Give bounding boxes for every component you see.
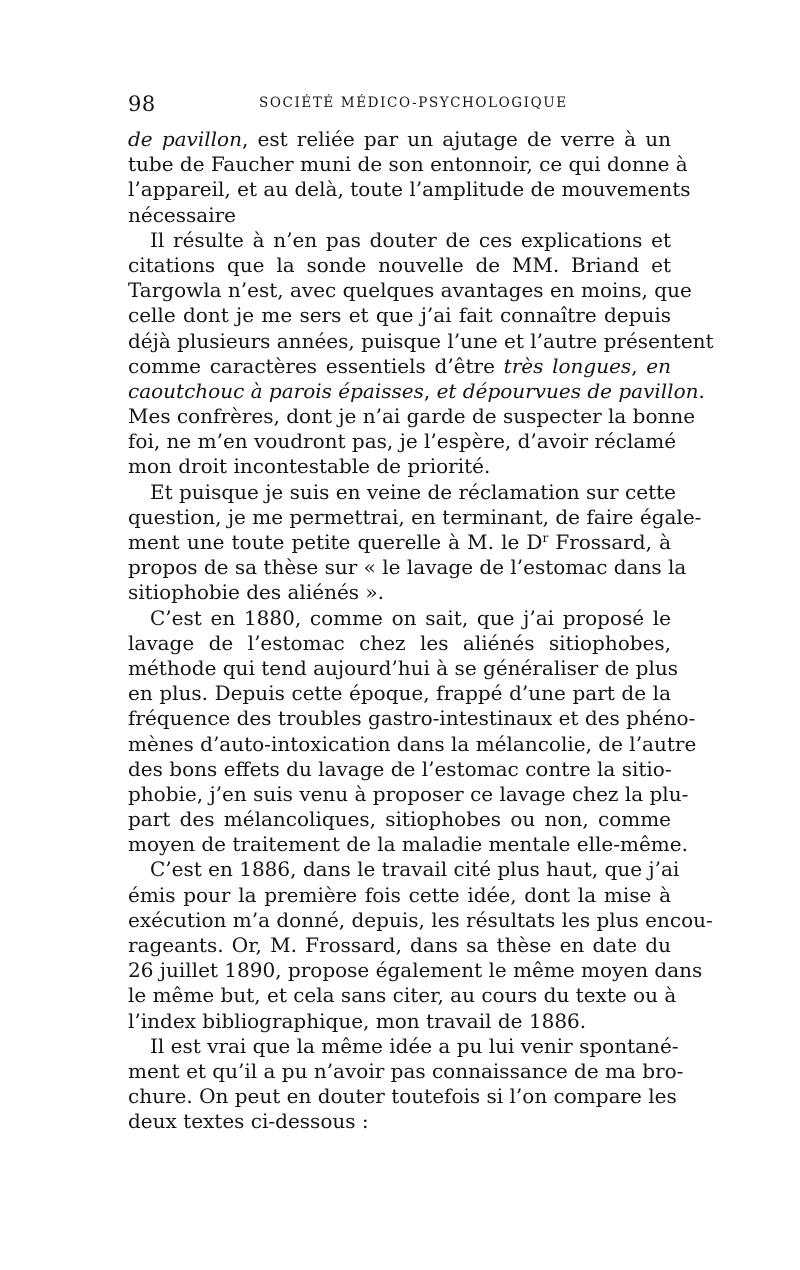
text-line: Mes confrères, dont je n’ai garde de suspecter la bonne — [128, 404, 696, 429]
text-span: comme caractères essentiels d’être — [128, 353, 504, 378]
running-title: SOCIÉTÉ MÉDICO-PSYCHOLOGIQUE — [259, 95, 568, 111]
text-line: émis pour la première fois cette idée, dont la mise à — [128, 882, 671, 907]
text-line: question, je me permettrai, en terminant, de faire égale- — [128, 504, 702, 529]
italic-text: en — [646, 353, 671, 378]
text-line: mon droit incontestable de priorité. — [128, 454, 491, 479]
text-line — [128, 354, 671, 379]
superscript: r — [542, 531, 549, 545]
text-line: lavage de l’estomac chez les aliénés sitiophobes, — [128, 630, 671, 655]
body-text — [128, 127, 714, 1135]
text-line — [128, 127, 671, 152]
text-line: l’appareil, et au delà, toute l’amplitude de mouvements — [128, 177, 691, 202]
text-line: en plus. Depuis cette époque, frappé d’une part de la — [128, 681, 671, 706]
text-line: exécution m’a donné, depuis, les résultats les plus encou- — [128, 907, 713, 932]
text-line — [128, 378, 705, 404]
text-span: , — [631, 353, 647, 378]
text-line: citations que la sonde nouvelle de MM. Briand et — [128, 252, 671, 277]
text-span: ment une toute petite querelle à M. le D — [128, 530, 543, 554]
text-line: deux textes ci-dessous : — [128, 1109, 369, 1134]
text-line: part des mélancoliques, sitiophobes ou non, comme — [128, 807, 671, 832]
text-line: moyen de traitement de la maladie mentale elle-même. — [128, 832, 688, 857]
text-line: nécessaire — [128, 202, 236, 227]
page-number: 98 — [128, 92, 156, 116]
text-line: 26 juillet 1890, propose également le même moyen dans — [128, 958, 703, 983]
text-line: celle dont je me sers et que j’ai fait connaître depuis — [128, 303, 671, 328]
italic-text: très longues — [503, 353, 632, 378]
text-line: propos de sa thèse sur « le lavage de l’estomac dans la — [128, 555, 687, 580]
paragraph-start-line: Il est vrai que la même idée a pu lui venir spontané- — [150, 1033, 679, 1058]
text-line — [128, 530, 671, 555]
paragraph-start-line: C’est en 1886, dans le travail cité plus haut, que j’ai — [150, 857, 680, 882]
text-line: chure. On peut en douter toutefois si l’on compare les — [128, 1084, 677, 1109]
paragraph-start-line: Il résulte à n’en pas douter de ces explications et — [150, 227, 671, 252]
text-line: sitiophobie des aliénés ». — [128, 580, 384, 605]
text-line: déjà plusieurs années, puisque l’une et l’autre présentent — [128, 328, 714, 353]
text-line: ment et qu’il a pu n’avoir pas connaissance de ma bro- — [128, 1058, 684, 1083]
text-line: fréquence des troubles gastro-intestinaux et des phéno- — [128, 706, 696, 731]
text-line: l’index bibliographique, mon travail de 1886. — [128, 1008, 587, 1033]
italic-text: caoutchouc à parois épaisses — [128, 378, 424, 403]
page-header — [128, 92, 671, 118]
text-line: des bons effets du lavage de l’estomac contre la sitio- — [128, 756, 672, 781]
italic-text: de pavillon — [128, 127, 242, 151]
text-span: , est reliée par un ajutage de verre à un — [241, 127, 671, 151]
italic-text: et dépourvues de pavillon — [436, 378, 699, 403]
paragraph-start-line: Et puisque je suis en veine de réclamation sur cette — [150, 479, 676, 504]
text-span: . — [698, 378, 705, 403]
text-line: Targowla n’est, avec quelques avantages en moins, que — [128, 278, 692, 303]
text-line: foi, ne m’en voudront pas, je l’espère, d’avoir réclamé — [128, 429, 677, 454]
text-line: mènes d’auto-intoxication dans la mélancolie, de l’autre — [128, 731, 697, 756]
text-span: Frossard, à — [548, 530, 671, 554]
text-span: , — [423, 378, 437, 403]
text-line: tube de Faucher muni de son entonnoir, ce qui donne à — [128, 152, 688, 177]
text-line: phobie, j’en suis venu à proposer ce lavage chez la plu- — [128, 781, 689, 806]
text-line: méthode qui tend aujourd’hui à se généraliser de plus — [128, 655, 678, 680]
text-line: le même but, et cela sans citer, au cours du texte ou à — [128, 983, 677, 1008]
text-line: rageants. Or, M. Frossard, dans sa thèse en date du — [128, 933, 671, 957]
paragraph-start-line: C’est en 1880, comme on sait, que j’ai proposé le — [150, 605, 671, 630]
